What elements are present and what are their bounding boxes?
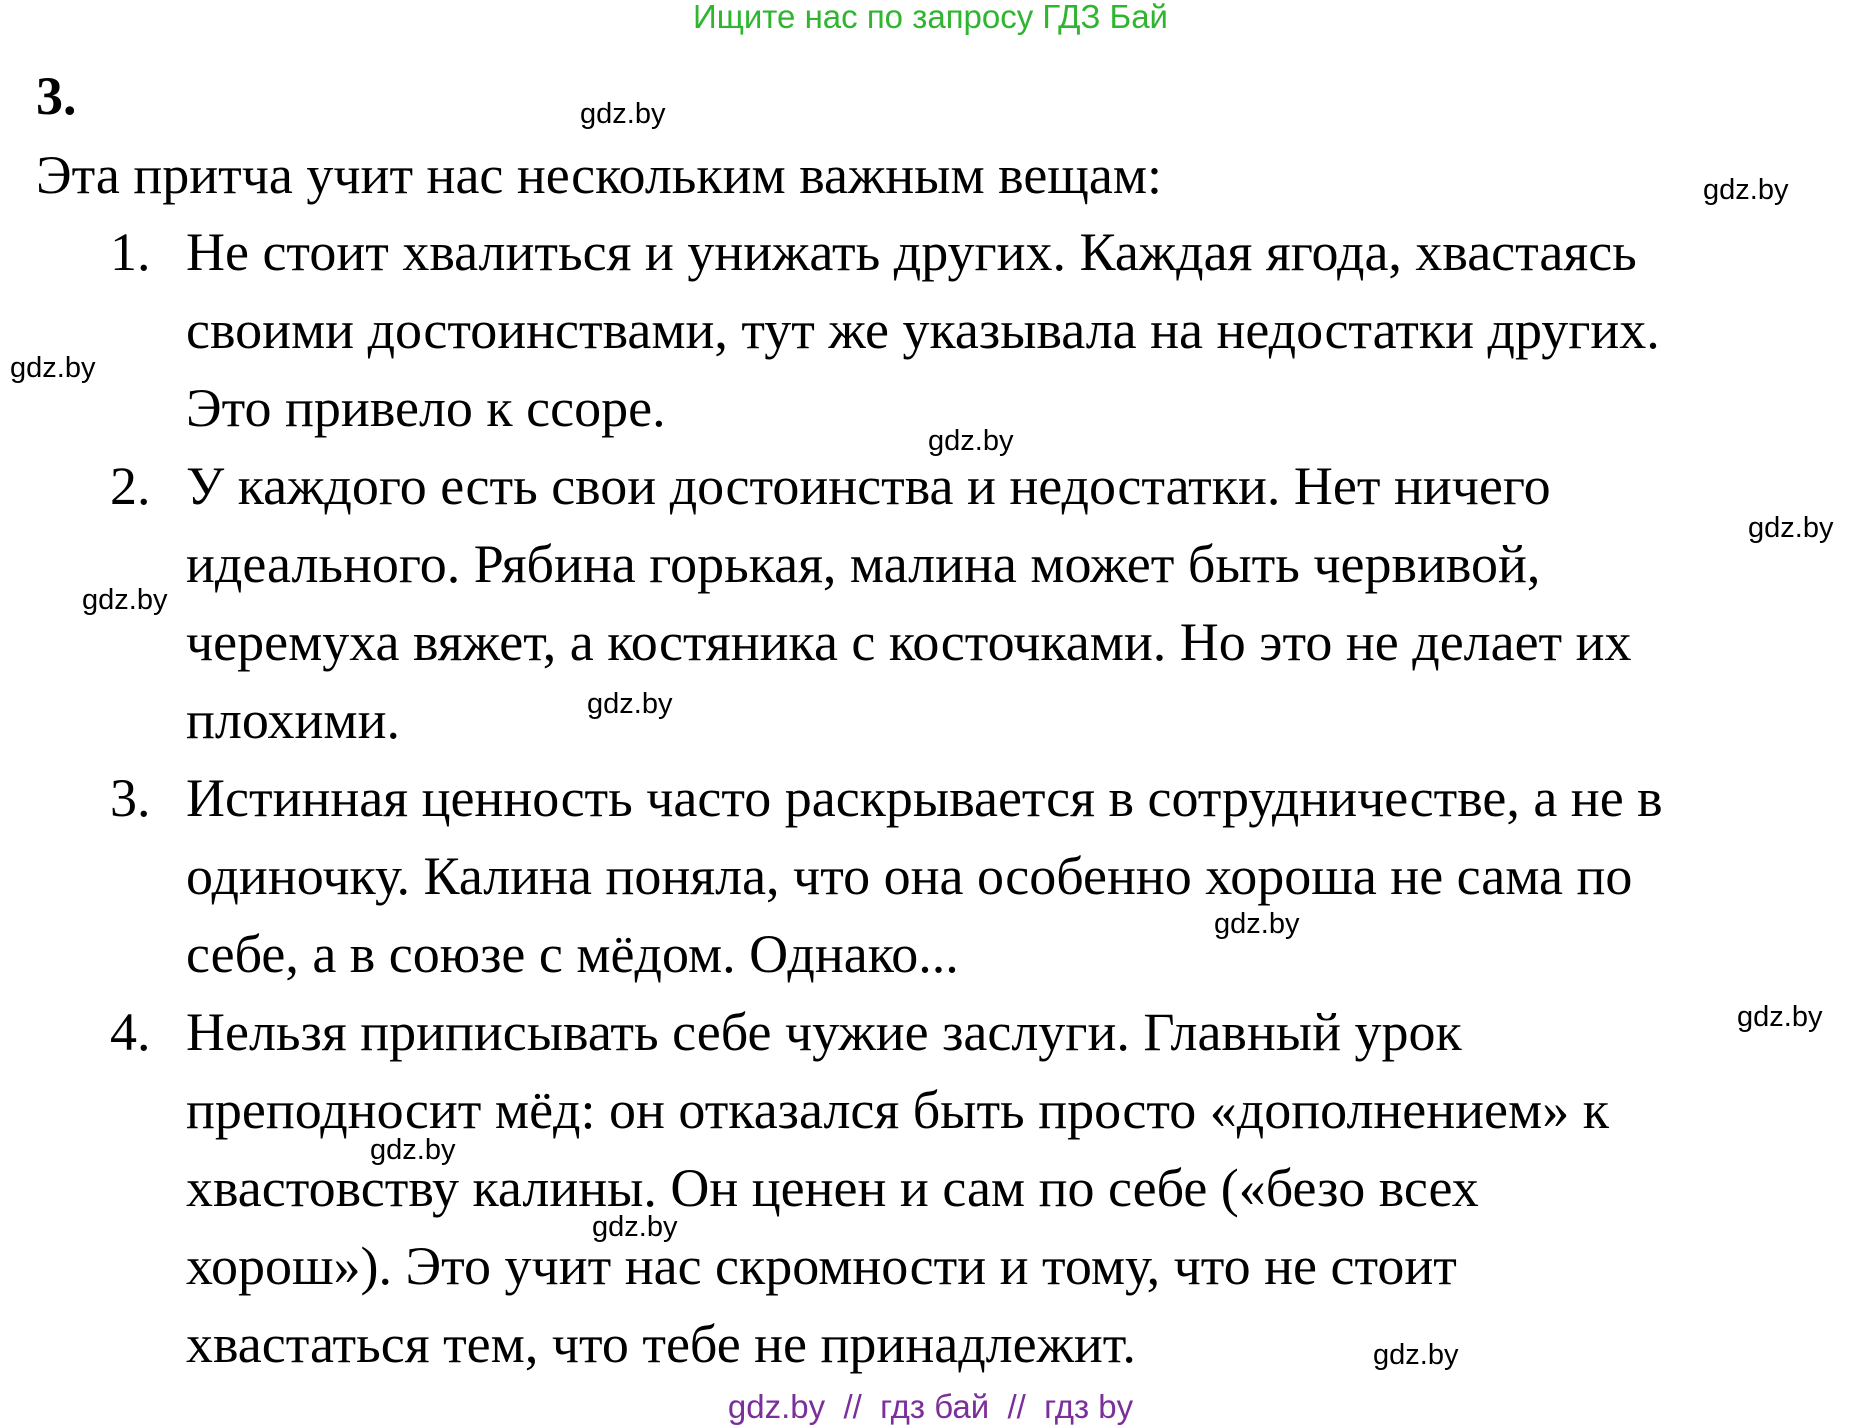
list-item-number: 3. bbox=[110, 768, 151, 828]
watermark: gdz.by bbox=[10, 352, 96, 384]
watermark: gdz.by bbox=[1703, 174, 1789, 206]
list-item-line: хвастовству калины. Он ценен и сам по себе («безо всех bbox=[186, 1158, 1479, 1218]
watermark: gdz.by bbox=[1737, 1001, 1823, 1033]
watermark: gdz.by bbox=[370, 1134, 456, 1166]
list-item-line: себе, а в союзе с мёдом. Однако... bbox=[186, 924, 959, 984]
list-item-line: плохими. bbox=[186, 690, 400, 750]
intro-text: Эта притча учит нас нескольким важным вещам: bbox=[36, 145, 1163, 205]
list-item-line: черемуха вяжет, а костяника с косточками. Но это не делает их bbox=[186, 612, 1632, 672]
list-item-number: 2. bbox=[110, 456, 151, 516]
list-item-line: У каждого есть свои достоинства и недостатки. Нет ничего bbox=[186, 456, 1551, 516]
watermark: gdz.by bbox=[82, 584, 168, 616]
list-item-line: идеального. Рябина горькая, малина может быть червивой, bbox=[186, 534, 1541, 594]
watermark: gdz.by bbox=[1373, 1339, 1459, 1371]
list-item-line: преподносит мёд: он отказался быть просто «дополнением» к bbox=[186, 1080, 1609, 1140]
list-item-line: своими достоинствами, тут же указывала на недостатки других. bbox=[186, 300, 1660, 360]
watermark: gdz.by bbox=[587, 688, 673, 720]
watermark: gdz.by bbox=[1748, 512, 1834, 544]
list-item-line: Истинная ценность часто раскрывается в сотрудничестве, а не в bbox=[186, 768, 1663, 828]
header-banner: Ищите нас по запросу ГДЗ Бай bbox=[693, 0, 1168, 35]
list-item-line: хорош»). Это учит нас скромности и тому, что не стоит bbox=[186, 1236, 1457, 1296]
list-item-line: Нельзя приписывать себе чужие заслуги. Главный урок bbox=[186, 1002, 1462, 1062]
watermark: gdz.by bbox=[1214, 908, 1300, 940]
list-item-line: хвастаться тем, что тебе не принадлежит. bbox=[186, 1314, 1136, 1374]
list-item-number: 4. bbox=[110, 1002, 151, 1062]
watermark: gdz.by bbox=[592, 1211, 678, 1243]
list-item-line: Это привело к ссоре. bbox=[186, 378, 666, 438]
list-item-line: одиночку. Калина поняла, что она особенно хороша не сама по bbox=[186, 846, 1633, 906]
list-item-number: 1. bbox=[110, 222, 151, 282]
watermark: gdz.by bbox=[928, 425, 1014, 457]
watermark: gdz.by bbox=[580, 98, 666, 130]
footer-links: gdz.by // гдз бай // гдз by bbox=[727, 1388, 1134, 1425]
list-item-line: Не стоит хвалиться и унижать других. Каждая ягода, хвастаясь bbox=[186, 222, 1637, 282]
task-number: 3. bbox=[36, 66, 77, 126]
